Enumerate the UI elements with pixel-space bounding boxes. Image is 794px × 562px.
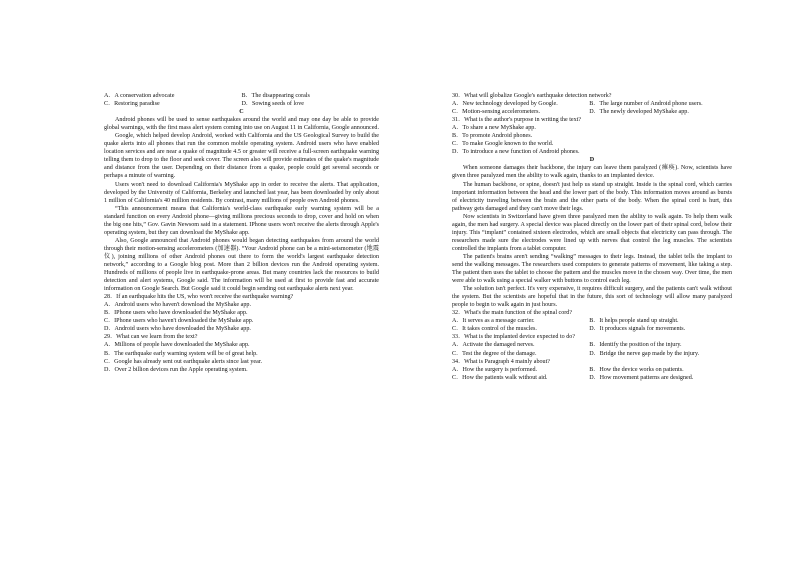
question-option: C．IPhone users who haven't downloaded the MyShake app. bbox=[104, 318, 254, 325]
question-option: A．New technology developed by Google. bbox=[452, 101, 558, 108]
passage-paragraph: Now scientists in Switzerland have given three paralyzed men the ability to walk again. To help them walk again, the men had surgery. A special device was placed directly on the lower part of their spinal cord, below their injury. This “implant” contained sixteen electrodes, which are small objects that electricity can pass through. The researchers made sure the electrodes were lined up with nerves that control the leg muscles. The scientists controlled the implants from a tablet computer. bbox=[452, 213, 732, 252]
question-option: C．Google has already sent out earthquake alerts since last year. bbox=[104, 358, 263, 365]
question-option: B．The large number of Android phone users. bbox=[589, 101, 703, 108]
passage-paragraph: Also, Google announced that Android phones would began detecting earthquakes from around the world through their motion-sensing accelerometers (加速器). “Your Android phone can be a mini-seismometer (地震仪), joining millions of other Android phones out there to form the world's largest earthquake detection network,” according to a Google blog post. More than 2 billion devices run the Android operating system. Hundreds of millions of people live in earthquake-prone areas. But many countries lack the resources to build detection and alert systems, Google said. The information will be used at first to provide fast and accurate information on Google Search. But Google said it could begin sending out earthquake alerts next year. bbox=[104, 237, 379, 293]
option: D．Sowing seeds of love bbox=[241, 101, 304, 108]
question-option: C．Motion-sensing accelerometers. bbox=[452, 109, 540, 116]
question-options-row bbox=[452, 374, 732, 382]
passage-paragraph: When someone damages their backbone, the injury can leave them paralyzed (瘫痪). Now, scientists have given three paralyzed men the ability to walk again, thanks to an implanted device. bbox=[452, 165, 732, 180]
question-option: A．Activate the damaged nerves. bbox=[452, 342, 535, 349]
question-options-row bbox=[452, 325, 732, 333]
passage-paragraph: Users won't need to download California's MyShake app in order to receive the alerts. That application, developed by the University of California, Berkeley and launched last year, has been downloaded by only about 1 million of California's 40 million residents. By contrast, many millions of people own Android phones. bbox=[104, 181, 379, 204]
question-options-row bbox=[452, 341, 732, 349]
question-option: A．It serves as a message carrier. bbox=[452, 318, 535, 325]
prev-options-row bbox=[104, 100, 379, 108]
section-heading-d: D bbox=[589, 157, 595, 164]
question-option: D．Android users who have downloaded the MyShake app. bbox=[104, 326, 251, 333]
question-option: C．How the patients walk without aid. bbox=[452, 374, 548, 381]
question-option: B．The earthquake early warning system will be of great help. bbox=[104, 350, 258, 357]
question-option: A．To share a new MyShake app. bbox=[452, 125, 536, 132]
question-option: A．Millions of people have downloaded the MyShake app. bbox=[104, 342, 250, 349]
question-option: D．It produces signals for movements. bbox=[589, 326, 686, 333]
question-option: B．How the device works on patients. bbox=[589, 366, 684, 373]
question-options-row bbox=[452, 366, 732, 374]
question-stem: 29．What can we learn from the text? bbox=[104, 334, 198, 341]
question-options-row bbox=[452, 108, 732, 116]
prev-options-row bbox=[104, 92, 379, 100]
question-option: C．It takes control of the muscles. bbox=[452, 326, 537, 333]
question-option: D．Over 2 billion devices run the Apple operating system. bbox=[104, 366, 248, 373]
question-stem: 28．If an earthquake hits the US, who won't receive the earthquake warning? bbox=[104, 294, 294, 301]
passage-paragraph: Android phones will be used to sense earthquakes around the world and may one day be able to provide global warnings, with the first mass alert system coming into use on August 11 in California, Google announced. bbox=[104, 117, 379, 132]
option: A．A conservation advocate bbox=[104, 93, 175, 99]
question-options-row bbox=[452, 100, 732, 108]
question-options-row bbox=[452, 350, 732, 358]
question-option: A．How the surgery is performed. bbox=[452, 366, 538, 373]
passage-paragraph: “This announcement means that California's world-class earthquake early warning system will be a standard function on every Android phone—giving millions precious seconds to drop, cover and hold on when the big one hits,” Gov. Gavin Newsom said in a statement. IPhone users won't receive the alerts through Apple's operating system, but they can download the MyShake app. bbox=[104, 205, 379, 236]
question-option: D．How movement patterns are designed. bbox=[589, 374, 694, 381]
question-stem: 31．What is the author's purpose in writing the text? bbox=[452, 117, 582, 124]
option: B．The disappearing corals bbox=[241, 93, 310, 99]
question-stem: 32．What's the main function of the spinal cord? bbox=[452, 310, 573, 317]
option: C．Restoring paradise bbox=[104, 101, 160, 108]
question-option: D．The newly developed MyShake app. bbox=[589, 109, 689, 116]
question-option: B．IPhone users who have downloaded the MyShake app. bbox=[104, 310, 248, 317]
question-stem: 34．What is Paragraph 4 mainly about? bbox=[452, 358, 550, 365]
section-heading-c: C bbox=[239, 109, 244, 116]
question-stem: 33．What is the implanted device expected to do? bbox=[452, 334, 576, 341]
question-option: B．It helps people stand up straight. bbox=[589, 318, 679, 325]
question-option: C．To make Google known to the world. bbox=[452, 141, 554, 148]
question-option: D．To introduce a new function of Android phones. bbox=[452, 149, 580, 156]
passage-paragraph: The human backbone, or spine, doesn't just help us stand up straight. Inside is the spinal cord, which carries important information between the head and the lower part of the body. This information moves around as bursts of electricity traveling between the brain and the other parts of the body. When the spinal cord is hurt, this pathway gets damaged and they can't move their legs. bbox=[452, 181, 732, 212]
question-option: B．Identify the position of the injury. bbox=[589, 342, 682, 349]
question-option: A．Android users who haven't download the MyShake app. bbox=[104, 302, 251, 309]
question-option: D．Bridge the nerve gap made by the injury. bbox=[589, 350, 700, 357]
passage-paragraph: Google, which helped develop Android, worked with California and the US Geological Survey to build the quake alerts into all phones that run the common mobile operating system. Android users who have enabled location services and are near a quake of magnitude 4.5 or greater will receive a full-screen earthquake warning telling them to drop to the floor and seek cover. The screen also will provide estimates of the quake's magnitude and distance from the user. Depending on their distance from a quake, people could get several seconds or perhaps a minute of warning. bbox=[104, 133, 379, 180]
question-options-row bbox=[452, 317, 732, 325]
passage-paragraph: The patient's brains aren't sending “walking” messages to their legs. Instead, the tablet tells the implant to send the walking messages. The researchers used computers to generate patterns of movement, like taking a step. The patient then uses the tablet to choose the pattern and the muscles move in the chosen way. Over time, the men were able to walk using a special walker with buttons to control each leg. bbox=[452, 253, 732, 285]
right-column bbox=[452, 92, 732, 382]
question-option: B．To promote Android phones. bbox=[452, 133, 533, 140]
passage-paragraph: The solution isn't perfect. It's very expensive, it requires difficult surgery, and the patients can't walk without the system. But the scientists are hopeful that in the future, this sort of technology will allow many paralyzed people to begin to walk again in just hours. bbox=[452, 286, 732, 309]
question-stem: 30．What will globalize Google's earthquake detection network? bbox=[452, 93, 612, 99]
question-option: C．Test the degree of the damage. bbox=[452, 350, 537, 357]
left-column bbox=[104, 92, 379, 374]
